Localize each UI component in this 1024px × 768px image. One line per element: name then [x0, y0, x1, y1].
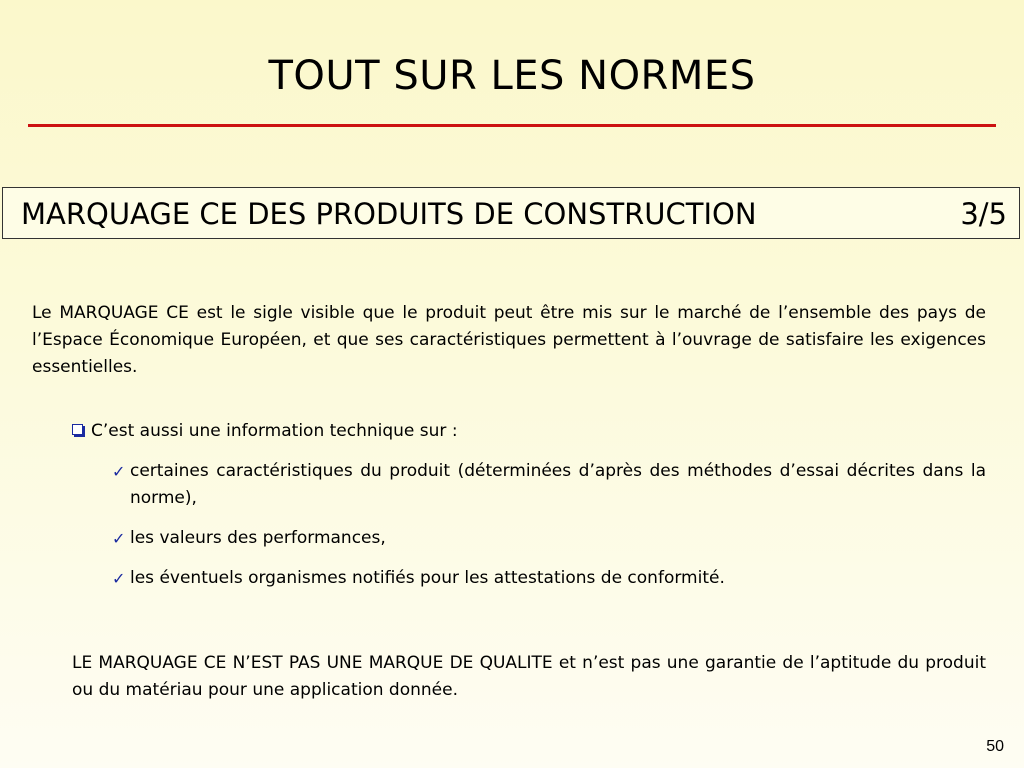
section-page-indicator: 3/5	[960, 197, 1007, 231]
section-title: MARQUAGE CE DES PRODUITS DE CONSTRUCTION	[21, 197, 757, 231]
slide-title: TOUT SUR LES NORMES	[268, 53, 756, 99]
bullet-main-text: C’est aussi une information technique sur :	[91, 421, 458, 441]
title-underline	[28, 124, 996, 127]
list-item	[112, 565, 986, 592]
list-item	[112, 525, 986, 552]
list-item	[112, 458, 986, 512]
intro-paragraph: Le MARQUAGE CE est le sigle visible que le produit peut être mis sur le marché de l’ensemble des pays de l’Espace Économique Européen, et que ses caractéristiques permettent à l’ouvrage de satisfaire les exigences essentielles.	[32, 303, 986, 377]
bullet-main	[72, 418, 986, 445]
sub-bullet-list	[112, 458, 986, 605]
sub-bullet-text: certaines caractéristiques du produit (déterminées d’après des méthodes d’essai décrites dans la norme),	[130, 461, 986, 508]
checkmark-icon: ✓	[112, 529, 126, 548]
section-header-box	[2, 187, 1020, 239]
sub-bullet-text: les éventuels organismes notifiés pour les attestations de conformité.	[130, 568, 725, 588]
page-number: 50	[986, 738, 1004, 755]
checkmark-icon: ✓	[112, 569, 126, 588]
checkmark-icon: ✓	[112, 462, 126, 481]
sub-bullet-text: les valeurs des performances,	[130, 528, 386, 548]
square-bullet-icon	[72, 424, 83, 435]
closing-paragraph: LE MARQUAGE CE N’EST PAS UNE MARQUE DE QUALITE et n’est pas une garantie de l’aptitude du produit ou du matériau pour une application donnée.	[72, 653, 986, 700]
